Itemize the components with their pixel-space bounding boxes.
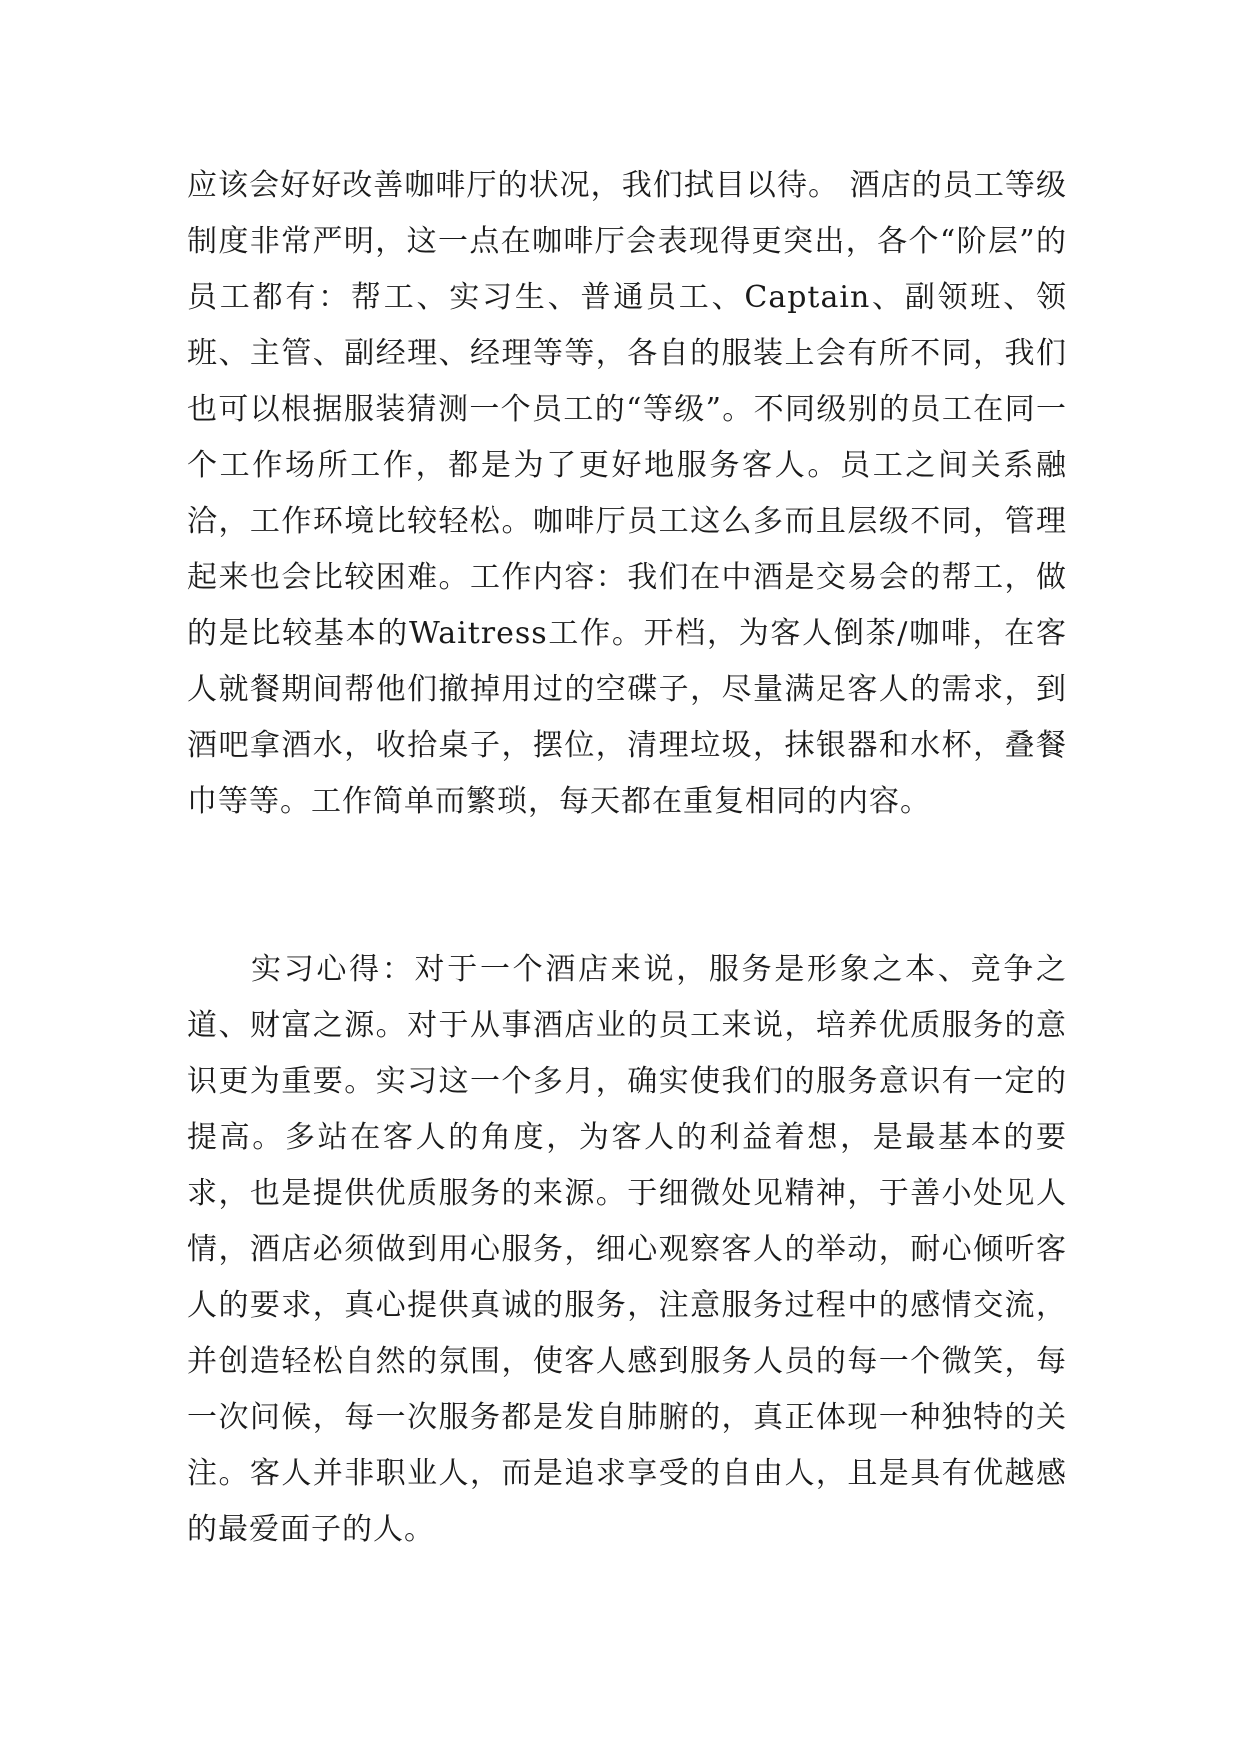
body-text-block-2 bbox=[187, 942, 1067, 1558]
body-text-block-1 bbox=[187, 158, 1067, 830]
paragraph-internship-reflection: 实习心得：对于一个酒店来说，服务是形象之本、竞争之道、财富之源。对于从事酒店业的员工来说，培养优质服务的意识更为重要。实习这一个多月，确实使我们的服务意识有一定的提高。多站在客人的角度，为客人的利益着想，是最基本的要求，也是提供优质服务的来源。于细微处见精神，于善小处见人情，酒店必须做到用心服务，细心观察客人的举动，耐心倾听客人的要求，真心提供真诚的服务，注意服务过程中的感情交流，并创造轻松自然的氛围，使客人感到服务人员的每一个微笑，每一次问候，每一次服务都是发自肺腑的，真正体现一种独特的关注。客人并非职业人，而是追求享受的自由人，且是具有优越感的最爱面子的人。 bbox=[187, 952, 1067, 1547]
paragraph-staff-hierarchy: 应该会好好改善咖啡厅的状况，我们拭目以待。 酒店的员工等级制度非常严明，这一点在咖啡厅会表现得更突出，各个“阶层”的员工都有：帮工、实习生、普通员工、Captain、副领班、领班、主管、副经理、经理等等，各自的服装上会有所不同，我们也可以根据服装猜测一个员工的“等级”。不同级别的员工在同一个工作场所工作，都是为了更好地服务客人。员工之间关系融洽，工作环境比较轻松。咖啡厅员工这么多而且层级不同，管理起来也会比较困难。工作内容：我们在中酒是交易会的帮工，做的是比较基本的Waitress工作。开档，为客人倒茶/咖啡，在客人就餐期间帮他们撤掉用过的空碟子，尽量满足客人的需求，到酒吧拿酒水，收拾桌子，摆位，清理垃圾，抹银器和水杯，叠餐巾等等。工作简单而繁琐，每天都在重复相同的内容。 bbox=[187, 168, 1067, 819]
